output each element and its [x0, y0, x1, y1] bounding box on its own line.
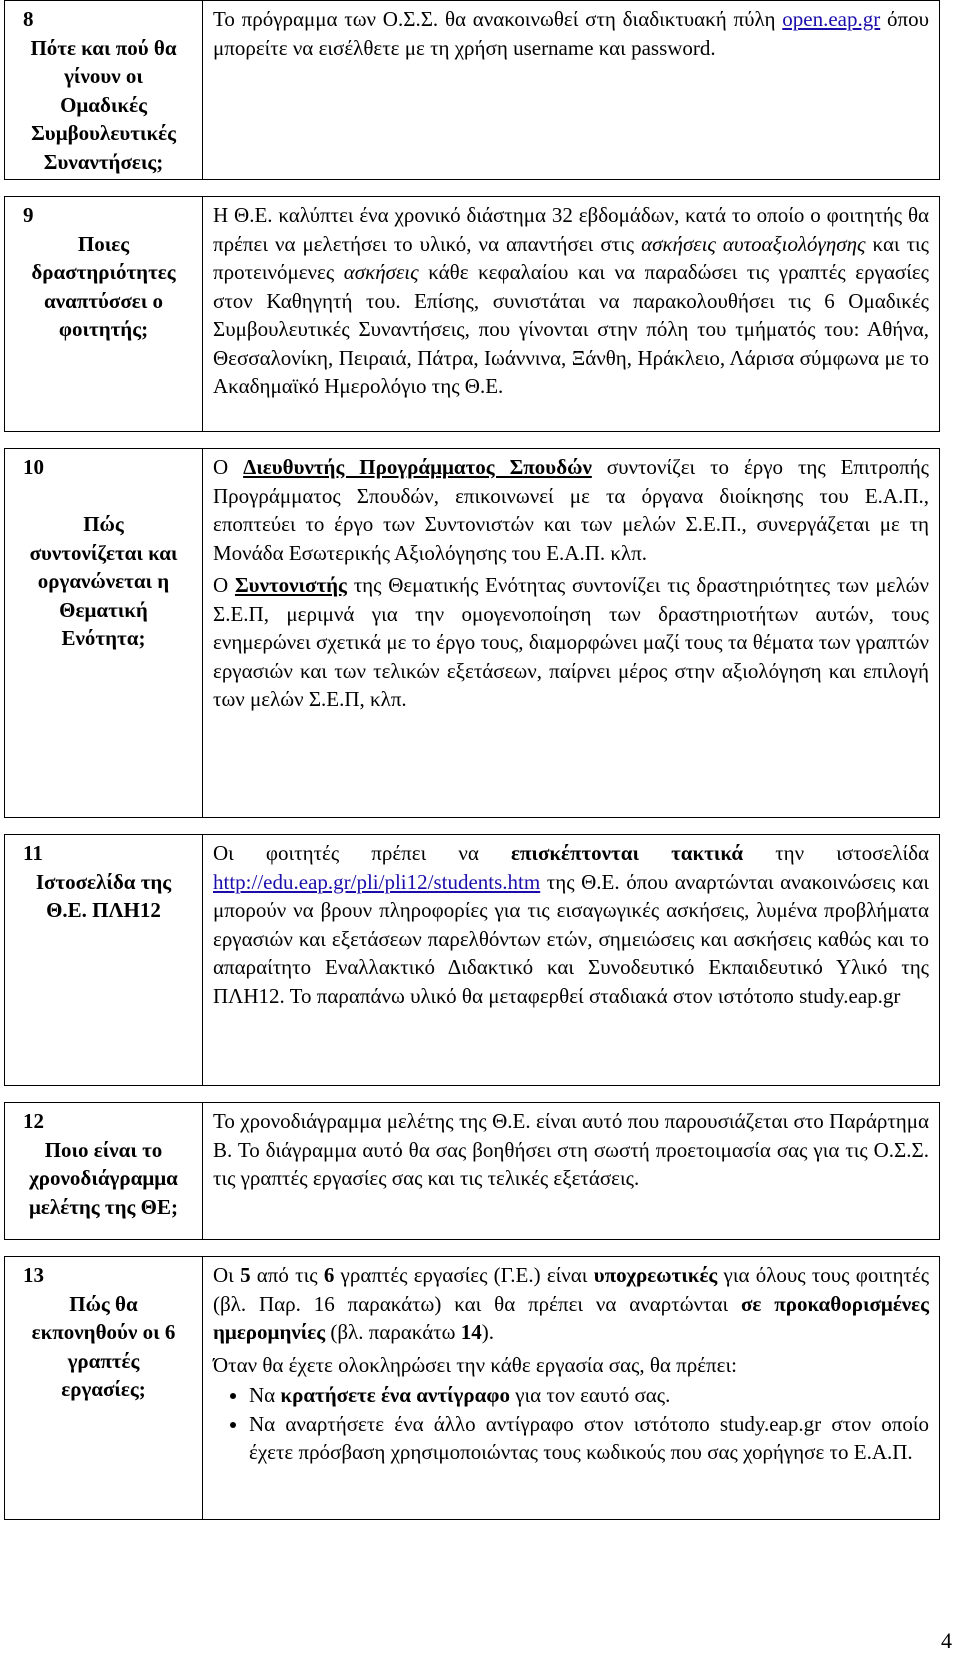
row-11-number: 11 [23, 841, 43, 865]
row-8-question: 8 Πότε και πού θα γίνουν οι Ομαδικές Συμβουλευτικές Συναντήσεις; [5, 1, 203, 179]
row-12-question: 12 Ποιο είναι το χρονοδιάγραμμα μελέτης της ΘΕ; [5, 1103, 203, 1239]
row-9-answer: Η Θ.Ε. καλύπτει ένα χρονικό διάστημα 32 εβδομάδων, κατά το οποίο ο φοιτητής θα πρέπει να μελετήσει το υλικό, να απαντήσει στις ασκήσεις αυτοαξιολόγησης και τις προτεινόμενες ασκήσεις κάθε κεφαλαίου και να παραδώσει τις γραπτές εργασίες στον Καθηγητή του. Επίσης, συνιστάται να παρακολουθήσει τις 6 Ομαδικές Συμβουλευτικές Συναντήσεις, που γίνονται στην πόλη του τμήματός του: Αθήνα, Θεσσαλονίκη, Πειραιά, Πάτρα, Ιωάννινα, Ξάνθη, Ηράκλειο, Λάρισα σύμφωνα με το Ακαδημαϊκό Ημερολόγιο της Θ.Ε. [213, 203, 929, 398]
faq-row-8 [4, 0, 940, 180]
row-13-number: 13 [23, 1263, 44, 1287]
row-12-number: 12 [23, 1109, 44, 1133]
row-11-answer: Οι φοιτητές πρέπει να επισκέπτονται τακτικά την ιστοσελίδα http://edu.eap.gr/pli/pli12/students.htm της Θ.Ε. όπου αναρτώνται ανακοινώσεις και μπορούν να βρουν πληροφορίες για τις εισαγωγικές ασκήσεις, λυμένα προβλήματα εργασιών και εξετάσεων παρελθόντων ετών, σημειώσεις και ασκήσεις καθώς και το απαραίτητο Εναλλακτικό Διδακτικό και Συνοδευτικό Εκπαιδευτικό Υλικό της ΠΛΗ12. Το παραπάνω υλικό θα μεταφερθεί σταδιακά στον ιστότοπο study.eap.gr [213, 841, 929, 1008]
row-10-question: 10 Πώς συντονίζεται και οργανώνεται η Θεματική Ενότητα; [5, 449, 203, 817]
faq-row-10 [4, 448, 940, 818]
row-10-answer: Ο Διευθυντής Προγράμματος Σπουδών συντονίζει το έργο της Επιτροπής Προγράμματος Σπουδών, επικοινωνεί με τα όργανα διοίκησης του Ε.Α.Π., εποπτεύει το έργο των Συντονιστών και των μελών Σ.Ε.Π., συνεργάζεται με τη Μονάδα Εσωτερικής Αξιολόγησης του Ε.Α.Π. κλπ. Ο Συντονιστής της Θεματικής Ενότητας συντονίζει τις δραστηριότητες των μελών Σ.Ε.Π, μεριμνά για την ομογενοποίηση των δραστηριοτήτων αυτών, τους ενημερώνει σχετικά με το έργο τους, διαμορφώνει μαζί τους τα θέματα των γραπτών εργασιών και των τελικών εξετάσεων, παίρνει μέρος στην αξιολόγηση και επιλογή των μελών Σ.Ε.Π, κλπ. [213, 455, 929, 711]
list-item: • Να αναρτήσετε ένα άλλο αντίγραφο στον ιστότοπο study.eap.gr στον οποίο έχετε πρόσβαση χρησιμοποιώντας τους κωδικούς που σας χορήγησε το Ε.Α.Π. [249, 1410, 929, 1467]
open-eap-link[interactable]: open.eap.gr [782, 7, 881, 31]
page-number: 4 [941, 1628, 952, 1653]
row-8-answer: Το πρόγραμμα των Ο.Σ.Σ. θα ανακοινωθεί στη διαδικτυακή πύλη open.eap.gr όπου μπορείτε να εισέλθετε με τη χρήση username και password. [213, 7, 930, 60]
faq-row-11 [4, 834, 940, 1086]
row-13-answer: Οι 5 από τις 6 γραπτές εργασίες (Γ.Ε.) είναι υποχρεωτικές για όλους τους φοιτητές (βλ. Παρ. 16 παρακάτω) και θα πρέπει να αναρτώνται σε προκαθορισμένες ημερομηνίες (βλ. παρακάτω 14). Όταν θα έχετε ολοκληρώσει την κάθε εργασία σας, θα πρέπει: • Να κρατήσετε ένα αντίγραφο για τον εαυτό σας. • Να αναρτήσετε ένα άλλο αντίγραφο στον ιστότοπο study.eap.gr στον οποίο έχετε πρόσβαση χρησιμοποιώντας τους κωδικούς που σας χορήγησε το Ε.Α.Π. [203, 1257, 939, 1519]
row-9-number: 9 [23, 203, 34, 227]
row-12-answer: Το χρονοδιάγραμμα μελέτης της Θ.Ε. είναι αυτό που παρουσιάζεται στο Παράρτημα Β. Το διάγραμμα αυτό θα σας βοηθήσει στη σωστή προετοιμασία σας για τις Ο.Σ.Σ. τις γραπτές εργασίες σας και τις τελικές εξετάσεις. [213, 1109, 929, 1190]
faq-row-13 [4, 1256, 940, 1520]
row-8-number: 8 [23, 7, 34, 31]
row-13-question: 13 Πώς θα εκπονηθούν οι 6 γραπτές εργασίες; [5, 1257, 203, 1519]
faq-row-12 [4, 1102, 940, 1240]
row-11-question: 11 Ιστοσελίδα της Θ.Ε. ΠΛΗ12 [5, 835, 203, 1085]
row-10-number: 10 [23, 455, 44, 479]
faq-row-9 [4, 196, 940, 432]
instructions-list [213, 1381, 929, 1467]
row-9-question: 9 Ποιες δραστηριότητες αναπτύσσει ο φοιτητής; [5, 197, 203, 431]
students-page-link[interactable]: http://edu.eap.gr/pli/pli12/students.htm [213, 869, 541, 894]
list-item: • Να κρατήσετε ένα αντίγραφο για τον εαυτό σας. [249, 1381, 929, 1410]
